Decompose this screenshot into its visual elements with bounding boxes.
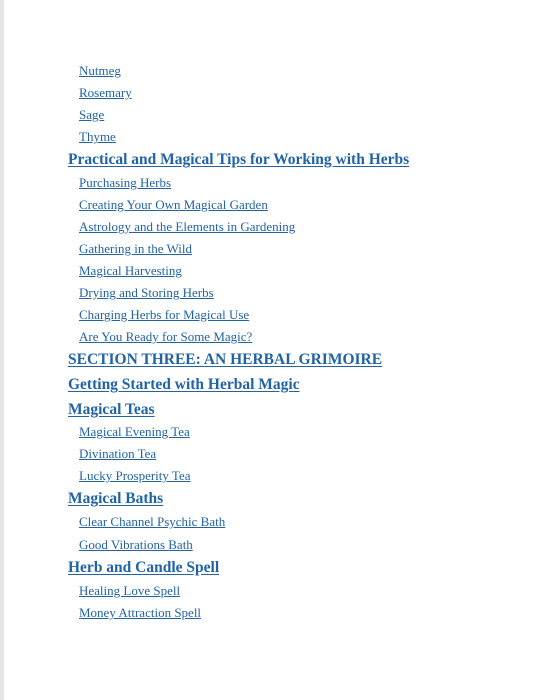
toc-link-thyme[interactable]: Thyme [79,129,116,144]
toc-heading-magical-baths[interactable]: Magical Baths [68,490,164,507]
toc-link-purchasing-herbs[interactable]: Purchasing Herbs [79,175,172,190]
toc-link-divination-tea[interactable]: Divination Tea [79,446,157,461]
toc-link-charging-herbs[interactable]: Charging Herbs for Magical Use [79,307,250,322]
toc-link-magical-garden[interactable]: Creating Your Own Magical Garden [79,197,268,212]
toc-link-healing-love-spell[interactable]: Healing Love Spell [79,583,181,598]
toc-link-money-attraction-spell[interactable]: Money Attraction Spell [79,605,202,620]
toc-link-magical-harvesting[interactable]: Magical Harvesting [79,263,182,278]
toc-link-rosemary[interactable]: Rosemary [79,85,132,100]
toc-link-prosperity-tea[interactable]: Lucky Prosperity Tea [79,468,191,483]
toc-link-astrology-elements[interactable]: Astrology and the Elements in Gardening [79,219,296,234]
toc-link-sage[interactable]: Sage [79,107,105,122]
toc-link-psychic-bath[interactable]: Clear Channel Psychic Bath [79,514,226,529]
toc-link-nutmeg[interactable]: Nutmeg [79,63,121,78]
toc-link-drying-storing[interactable]: Drying and Storing Herbs [79,285,214,300]
toc-link-evening-tea[interactable]: Magical Evening Tea [79,424,190,439]
toc-heading-candle-spell[interactable]: Herb and Candle Spell [68,559,220,576]
toc-heading-getting-started[interactable]: Getting Started with Herbal Magic [68,376,300,393]
toc-heading-magical-teas[interactable]: Magical Teas [68,401,155,418]
toc-link-gathering-wild[interactable]: Gathering in the Wild [79,241,192,256]
toc-link-ready-for-magic[interactable]: Are You Ready for Some Magic? [79,329,253,344]
toc-link-good-vibrations-bath[interactable]: Good Vibrations Bath [79,537,193,552]
toc-heading-section-three[interactable]: SECTION THREE: AN HERBAL GRIMOIRE [68,351,383,368]
toc-heading-practical-tips[interactable]: Practical and Magical Tips for Working with Herbs [68,151,410,168]
